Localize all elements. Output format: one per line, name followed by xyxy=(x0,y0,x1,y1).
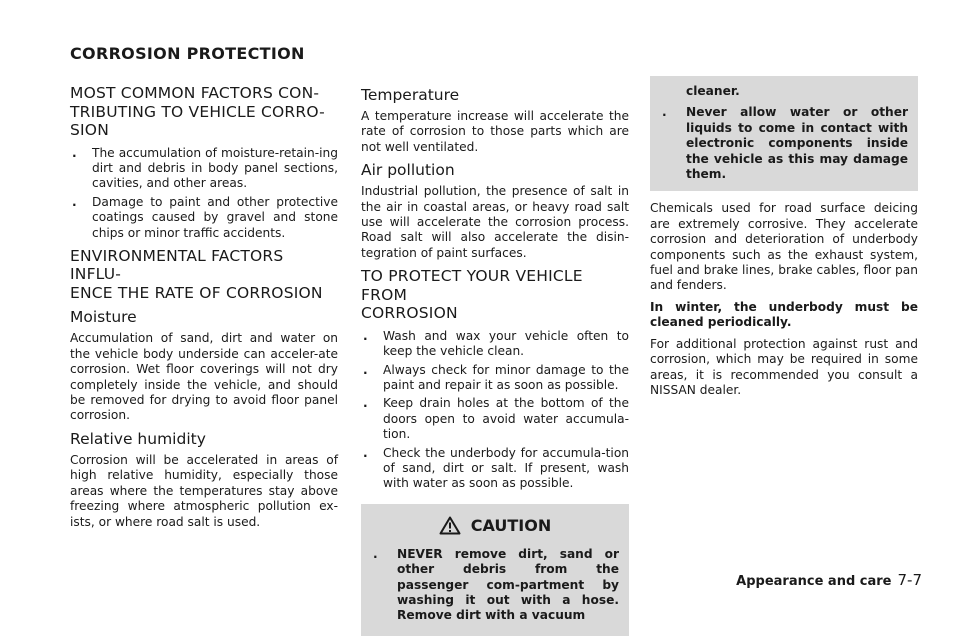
heading-relative-humidity: Relative humidity xyxy=(70,429,206,448)
bullet: . xyxy=(363,362,368,377)
page-footer xyxy=(736,571,922,589)
page-title: CORROSION PROTECTION xyxy=(70,44,305,63)
caution-list-continued xyxy=(660,105,908,182)
bullet: . xyxy=(363,328,368,343)
common-factors-list xyxy=(70,146,338,241)
caution-header xyxy=(371,508,619,547)
additional-protection-paragraph: For additional protection against rust and corrosion, which may be required in some areas, it is recommended you consult a NISSAN dealer. xyxy=(650,336,918,397)
column-1 xyxy=(70,82,338,536)
chemicals-paragraph: Chemicals used for road surface deicing are extremely corrosive. They accelerate corrosion and deterioration of underbody components such as the exhaust system, fuel and brake lines, brake cables, floor pan and fenders. xyxy=(650,201,918,293)
list-item: . Check the underbody for accumula-tion of sand, dirt or salt. If present, wash with water as soon as possible. xyxy=(363,445,629,491)
list-item: . Keep drain holes at the bottom of the doors open to avoid water accumula-tion. xyxy=(363,396,629,442)
caution-continuation: cleaner. xyxy=(686,84,740,98)
protect-list xyxy=(361,329,629,492)
caution-box xyxy=(361,504,629,636)
heading-temperature: Temperature xyxy=(361,86,460,104)
heading-protect-vehicle: TO PROTECT YOUR VEHICLE FROM CORROSION xyxy=(361,267,583,323)
column-2 xyxy=(361,82,629,636)
bullet: . xyxy=(373,546,378,561)
list-item: . Damage to paint and other protective coatings caused by gravel and stone chips or minor traffic accidents. xyxy=(72,194,338,240)
caution-list xyxy=(371,547,619,624)
heading-air-pollution: Air pollution xyxy=(361,161,455,180)
list-item: . Never allow water or other liquids to come in contact with electronic components inside the vehicle as this may damage them. xyxy=(662,105,908,182)
caution-label: CAUTION xyxy=(470,515,552,535)
list-item: . NEVER remove dirt, sand or other debris from the passenger com-partment by washing it out with a hose. Remove dirt with a vacuum xyxy=(373,546,619,623)
humidity-paragraph: Corrosion will be accelerated in areas of high relative humidity, especially those areas where the temperatures stay above freezing where atmospheric pollution ex-ists, or where road salt is used. xyxy=(70,452,338,529)
bullet: . xyxy=(72,145,77,160)
bullet: . xyxy=(662,105,667,120)
bullet: . xyxy=(72,194,77,209)
page-number: 7-7 xyxy=(897,571,922,589)
bullet: . xyxy=(363,445,368,460)
bullet: . xyxy=(363,396,368,411)
column-3 xyxy=(650,82,918,404)
winter-paragraph: In winter, the underbody must be cleaned periodically. xyxy=(650,299,918,330)
heading-common-factors: MOST COMMON FACTORS CON- TRIBUTING TO VEHICLE CORRO- SION xyxy=(70,84,325,139)
temperature-paragraph: A temperature increase will accelerate the rate of corrosion to those parts which are not well ventilated. xyxy=(361,109,629,154)
warning-triangle-icon xyxy=(439,516,461,535)
moisture-paragraph: Accumulation of sand, dirt and water on the vehicle body underside can acceler-ate corrosion. Wet floor coverings will not dry completely inside the vehicle, and should be removed for drying to avoid floor panel corrosion. xyxy=(70,331,338,423)
air-pollution-paragraph: Industrial pollution, the presence of salt in the air in coastal areas, or heavy road salt use will accelerate the corrosion process. Road salt will also accelerate the disin-tegration of paint surfaces. xyxy=(361,184,629,260)
caution-box-continued xyxy=(650,76,918,191)
list-item: . Wash and wax your vehicle often to keep the vehicle clean. xyxy=(363,328,629,359)
heading-moisture: Moisture xyxy=(70,308,137,327)
heading-environmental-factors: ENVIRONMENTAL FACTORS INFLU- ENCE THE RATE OF CORROSION xyxy=(70,246,323,302)
footer-section: Appearance and care xyxy=(736,574,892,589)
list-item: . The accumulation of moisture-retain-ing dirt and debris in body panel sections, cavities, and other areas. xyxy=(72,145,338,191)
list-item: . Always check for minor damage to the paint and repair it as soon as possible. xyxy=(363,362,629,392)
